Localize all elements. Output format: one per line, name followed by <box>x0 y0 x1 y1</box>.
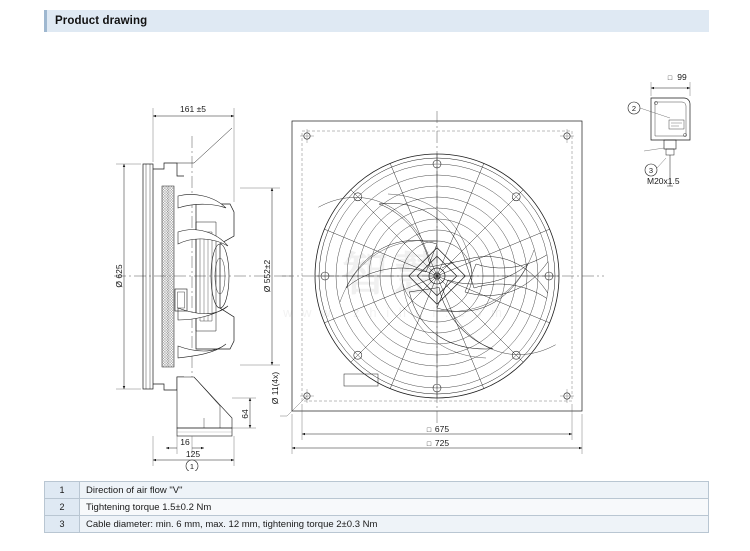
technical-drawing <box>44 36 709 471</box>
dim-99: 99 <box>677 72 687 82</box>
legend-text: Direction of air flow "V" <box>80 482 709 499</box>
legend-row <box>45 499 709 516</box>
dim-hole-circle: Ø 11(4x) <box>270 371 280 405</box>
legend-number: 2 <box>45 499 80 516</box>
dim-725-symbol: □ <box>426 441 432 448</box>
legend-row <box>45 482 709 499</box>
dim-725: 725 <box>434 438 450 448</box>
legend-number: 1 <box>45 482 80 499</box>
legend-text: Cable diameter: min. 6 mm, max. 12 mm, tightening torque 2±0.3 Nm <box>80 516 709 533</box>
page-title: Product drawing <box>55 15 148 27</box>
legend-row <box>45 516 709 533</box>
balloon-1-label: 1 <box>189 462 195 471</box>
watermark-sub: w w w . z h i h u i . c o m <box>283 305 505 320</box>
dim-125: 125 <box>185 449 201 459</box>
dim-outer-diameter: Ø 625 <box>114 264 124 288</box>
balloon-2-label: 2 <box>631 104 637 113</box>
cad-drawing-svg <box>44 36 709 471</box>
watermark-main: 智慧 <box>342 248 446 300</box>
dim-675: 675 <box>434 424 450 434</box>
balloon-3-label: 3 <box>648 166 654 175</box>
dim-99-symbol: □ <box>667 75 673 82</box>
dim-64: 64 <box>240 409 250 419</box>
dim-16: 16 <box>180 437 190 447</box>
legend-table <box>44 481 709 533</box>
legend-number: 3 <box>45 516 80 533</box>
dim-675-symbol: □ <box>426 427 432 434</box>
dim-161: 161 ±5 <box>180 104 206 114</box>
legend-text: Tightening torque 1.5±0.2 Nm <box>80 499 709 516</box>
dim-impeller-diameter: Ø 552±2 <box>262 259 272 293</box>
dim-cable-gland: M20x1.5 <box>647 176 680 186</box>
section-header <box>44 10 709 32</box>
